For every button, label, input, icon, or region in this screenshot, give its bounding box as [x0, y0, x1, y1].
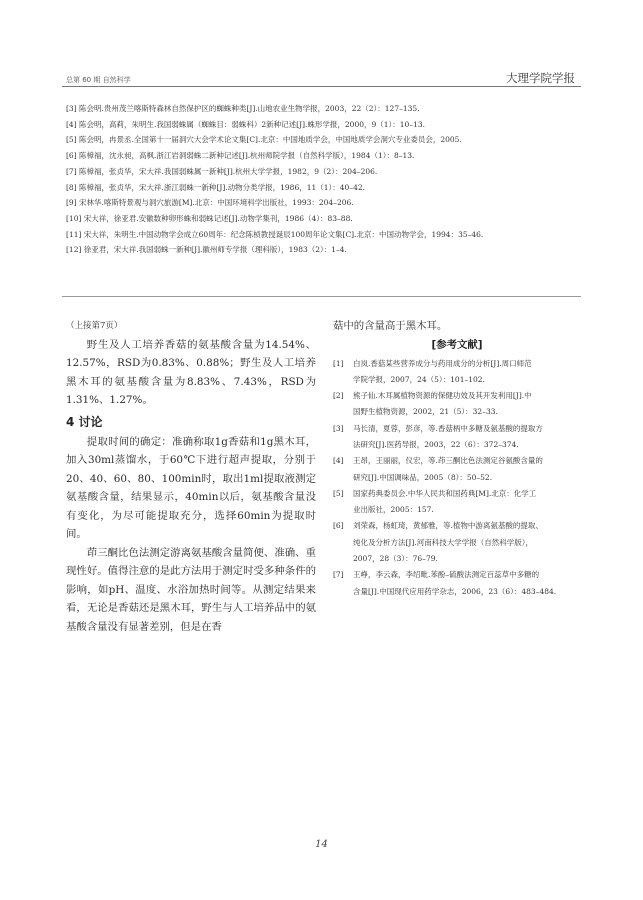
reference-number: [4]	[333, 456, 344, 466]
reference-text: 业出版社，2005：157.	[353, 505, 434, 515]
reference-number: [7]	[333, 570, 344, 580]
reference-text: 2007，28（3）：76–79.	[353, 554, 438, 564]
reference-text: 国家药典委员会.中华人民共和国药典[M].北京：化学工	[353, 488, 537, 498]
reference-text: 学院学报，2007，24（5）：101–102.	[353, 374, 485, 384]
paragraph: 茚三酮比色法测定游离氨基酸含量简便、准确、重现性好。值得注意的是此方法用于测定时受多种条件的影响，如pH、温度、水浴加热时间等。从测定结果来看，无论是香菇还是黑木耳，野生与人工培养品中的氨基酸含量没有显著差别，但是在香	[66, 546, 316, 633]
reference-item	[333, 453, 581, 486]
reference-text: 刘荣森，杨虹琦，黄郁雅，等.植物中游离氨基酸的提取、	[353, 521, 543, 531]
reference-text: 国野生植物资源，2002，21（5）：32–33.	[353, 407, 498, 417]
continued-note: （上接第7页）	[66, 321, 123, 331]
reference-text: 王峥，李云森，李绍毗.苯酚–硫酸法测定百蕊草中多糖的	[353, 570, 540, 580]
reference-item	[333, 388, 581, 421]
reference-item: [10] 宋大祥，徐亚君.安徽数种卵形蛛和弱蛛记述[J].动物学集刊，1986（4）：83–88.	[66, 213, 353, 223]
paragraph: 菇中的含量高于黑木耳。	[333, 320, 448, 332]
reference-item	[333, 421, 581, 454]
section-heading: 4 讨论	[66, 414, 103, 429]
right-column	[333, 317, 581, 600]
reference-item: [6] 陈樟福，沈永昶，高枫.浙江岩洞弱蛛二新种记述[J].杭州师院学报（自然科学版），1984（1）：8–13.	[66, 151, 415, 161]
reference-number: [3]	[333, 423, 344, 433]
reference-item: [3] 陈会明.贵州茂兰喀斯特森林自然保护区的蜘蛛种类[J].山地农业生物学报，2003，22（2）：127–135.	[66, 104, 420, 113]
page-number: 14	[315, 839, 328, 850]
paragraph: 提取时间的确定：准确称取1g香菇和1g黑木耳，加入30ml蒸馏水，于60℃下进行超声提取，分别于20、40、60、80、100min时，取出1ml提取液测定氨基酸含量，结果显示，40min以后，氨基酸含量没有变化，为尽可能提取充分，选择60min为提取时间。	[66, 435, 316, 540]
top-references	[66, 101, 586, 258]
reference-text: 含量[J].中国现代应用药学杂志，2006，23（6）：483–484.	[353, 586, 557, 596]
reference-item	[333, 567, 581, 600]
reference-item: [5] 陈会明，冉景丞.全国第十一届洞穴大会学术论文集[C].北京：中国地质学会，中国地质学会洞穴专业委员会，2005.	[66, 135, 462, 145]
references-heading: [参考文献]	[431, 338, 483, 351]
reference-text: 法研究[J].医药导报，2003，22（6）：372–374.	[353, 439, 519, 449]
reference-item: [9] 宋林华.喀斯特景观与洞穴旅游[M].北京：中国环境科学出版社，1993：204–206.	[66, 198, 354, 208]
left-column	[66, 317, 316, 636]
references-list	[333, 356, 581, 600]
reference-item: [7] 陈樟福，张贞华，宋大祥.我国弱蛛属一新种[J].杭州大学学报，1982，9（2）：204–206.	[66, 166, 378, 176]
reference-item: [4] 陈会明，高莉，朱明生.我国弱蛛属（蜘蛛目：弱蛛科）2新种记述[J].蛛形学报，2000，9（1）：10–13.	[66, 119, 426, 129]
paragraph: 野生及人工培养香菇的氨基酸含量为14.54%、12.57%，RSD为0.83%、0.88%；野生及人工培养黑木耳的氨基酸含量为8.83%、7.43%，RSD为1.31%、1.27%。	[66, 338, 316, 406]
reference-number: [6]	[333, 521, 344, 531]
reference-item	[333, 356, 581, 389]
reference-text: 王昂，王丽丽，仪宏，等.茚三酮比色法测定谷氨酸含量的	[353, 456, 543, 466]
reference-text: 白岚.香菇某些营养成分与药用成分的分析[J].周口师范	[353, 358, 532, 368]
section-divider	[62, 296, 581, 297]
reference-number: [2]	[333, 391, 344, 401]
journal-name: 大理学院学报	[506, 71, 575, 85]
reference-item	[333, 518, 581, 567]
reference-item: [11] 宋大祥，朱明生.中国动物学会成立60周年：纪念陈桢教授诞辰100周年论文集[C].北京：中国动物学会，1994：35–46.	[66, 229, 484, 239]
reference-text: 研究[J].中国调味品，2005（8）：50–52.	[353, 472, 493, 482]
reference-item: [12] 徐亚君，宋大祥.我国弱蛛一新种[J].徽州师专学报（理科版），1983（2）：1–4.	[66, 245, 347, 255]
reference-text: 纯化及分析方法[J].河南科技大学学报（自然科学版），	[353, 537, 533, 547]
reference-number: [5]	[333, 488, 344, 498]
reference-text: 熊子仙.木耳属植物资源的保健功效及其开发利用[J].中	[353, 391, 532, 401]
header-rule	[62, 86, 581, 87]
reference-text: 马长清，夏蓉，彭彦，等.香菇柄中多糖及氨基酸的提取方	[353, 423, 543, 433]
reference-item	[333, 486, 581, 519]
reference-number: [1]	[333, 358, 344, 368]
reference-item: [8] 陈樟福，张贞华，宋大祥.浙江弱蛛一新种[J].动物分类学报，1986，11（1）：40–42.	[66, 182, 366, 192]
journal-issue-label: 总第 60 期 自然科学	[66, 76, 131, 84]
